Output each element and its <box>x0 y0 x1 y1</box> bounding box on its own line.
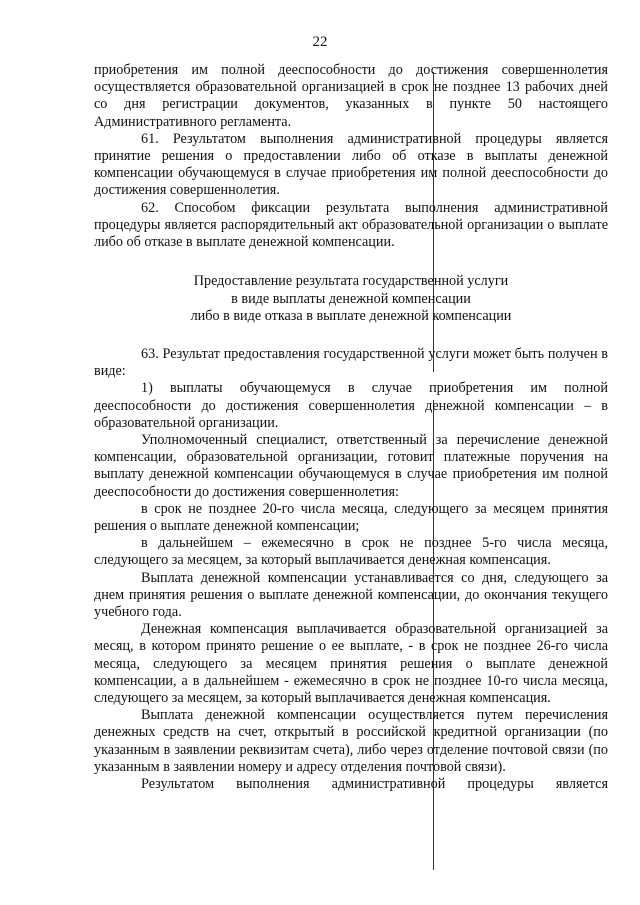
section-heading <box>94 273 608 326</box>
paragraph-61: 61. Результатом выполнения административной процедуры является принятие решения о предоставлении либо об отказе в выплаты денежной компенсации обучающемуся в случае приобретения им полной дееспособности до достижения совершеннолетия. <box>94 130 608 199</box>
paragraph: в дальнейшем – ежемесячно в срок не позднее 5-го числа месяца, следующего за месяцем, за который выплачивается денежная компенсация. <box>94 535 608 569</box>
paragraph: Денежная компенсация выплачивается образовательной организацией за месяц, в котором принято решение о ее выплате, - в срок не позднее 26-го числа месяца, следующего за месяцем принятия решения о выплате денежной компенсации, а в дальнейшем - ежемесячно в срок не позднее 10-го числа месяца, следующего за месяцем, за который выплачивается денежная компенсация. <box>94 621 608 707</box>
paragraph-62: 62. Способом фиксации результата выполнения административной процедуры является распорядительный акт образовательной организации о выплате либо об отказе в выплате денежной компенсации. <box>94 199 608 251</box>
paragraph: приобретения им полной дееспособности до достижения совершеннолетия осуществляется образовательной организацией в срок не позднее 13 рабочих дней со дня регистрации документов, указанных в пункте 50 настоящего Административного регламента. <box>94 62 608 130</box>
paragraph-continued: Результатом выполнения административной процедуры является <box>141 776 608 793</box>
paragraph: в срок не позднее 20-го числа месяца, следующего за месяцем принятия решения о выплате денежной компенсации; <box>94 500 608 535</box>
heading-line: в виде выплаты денежной компенсации <box>231 290 471 307</box>
paragraph: Выплата денежной компенсации устанавливается со дня, следующего за днем принятия решения о выплате денежной компенсации, до окончания текущего учебного года. <box>94 569 608 621</box>
paragraph-63-item-1: 1) выплаты обучающемуся в случае приобретения им полной дееспособности до достижения совершеннолетия денежной компенсации – в образовательной организации. <box>94 380 608 431</box>
document-body <box>94 62 608 793</box>
heading-line: либо в виде отказа в выплате денежной компенсации <box>190 308 512 325</box>
paragraph: Выплата денежной компенсации осуществляется путем перечисления денежных средств на счет, открытый в российской кредитной организации (по указанным в заявлении реквизитам счета), либо через отделение почтовой связи (по указанным в заявлении номеру и адресу отделения почтовой связи). <box>94 707 608 775</box>
paragraph-63: 63. Результат предоставления государственной услуги может быть получен в виде: <box>94 346 608 380</box>
heading-line: Предоставление результата государственной услуги <box>193 273 509 290</box>
page-number: 22 <box>312 34 328 50</box>
paragraph: Уполномоченный специалист, ответственный за перечисление денежной компенсации, образовательной организации, готовит платежные поручения на выплату денежной компенсации обучающемуся в случае приобретения им полной дееспособности до достижения совершеннолетия: <box>94 432 608 500</box>
